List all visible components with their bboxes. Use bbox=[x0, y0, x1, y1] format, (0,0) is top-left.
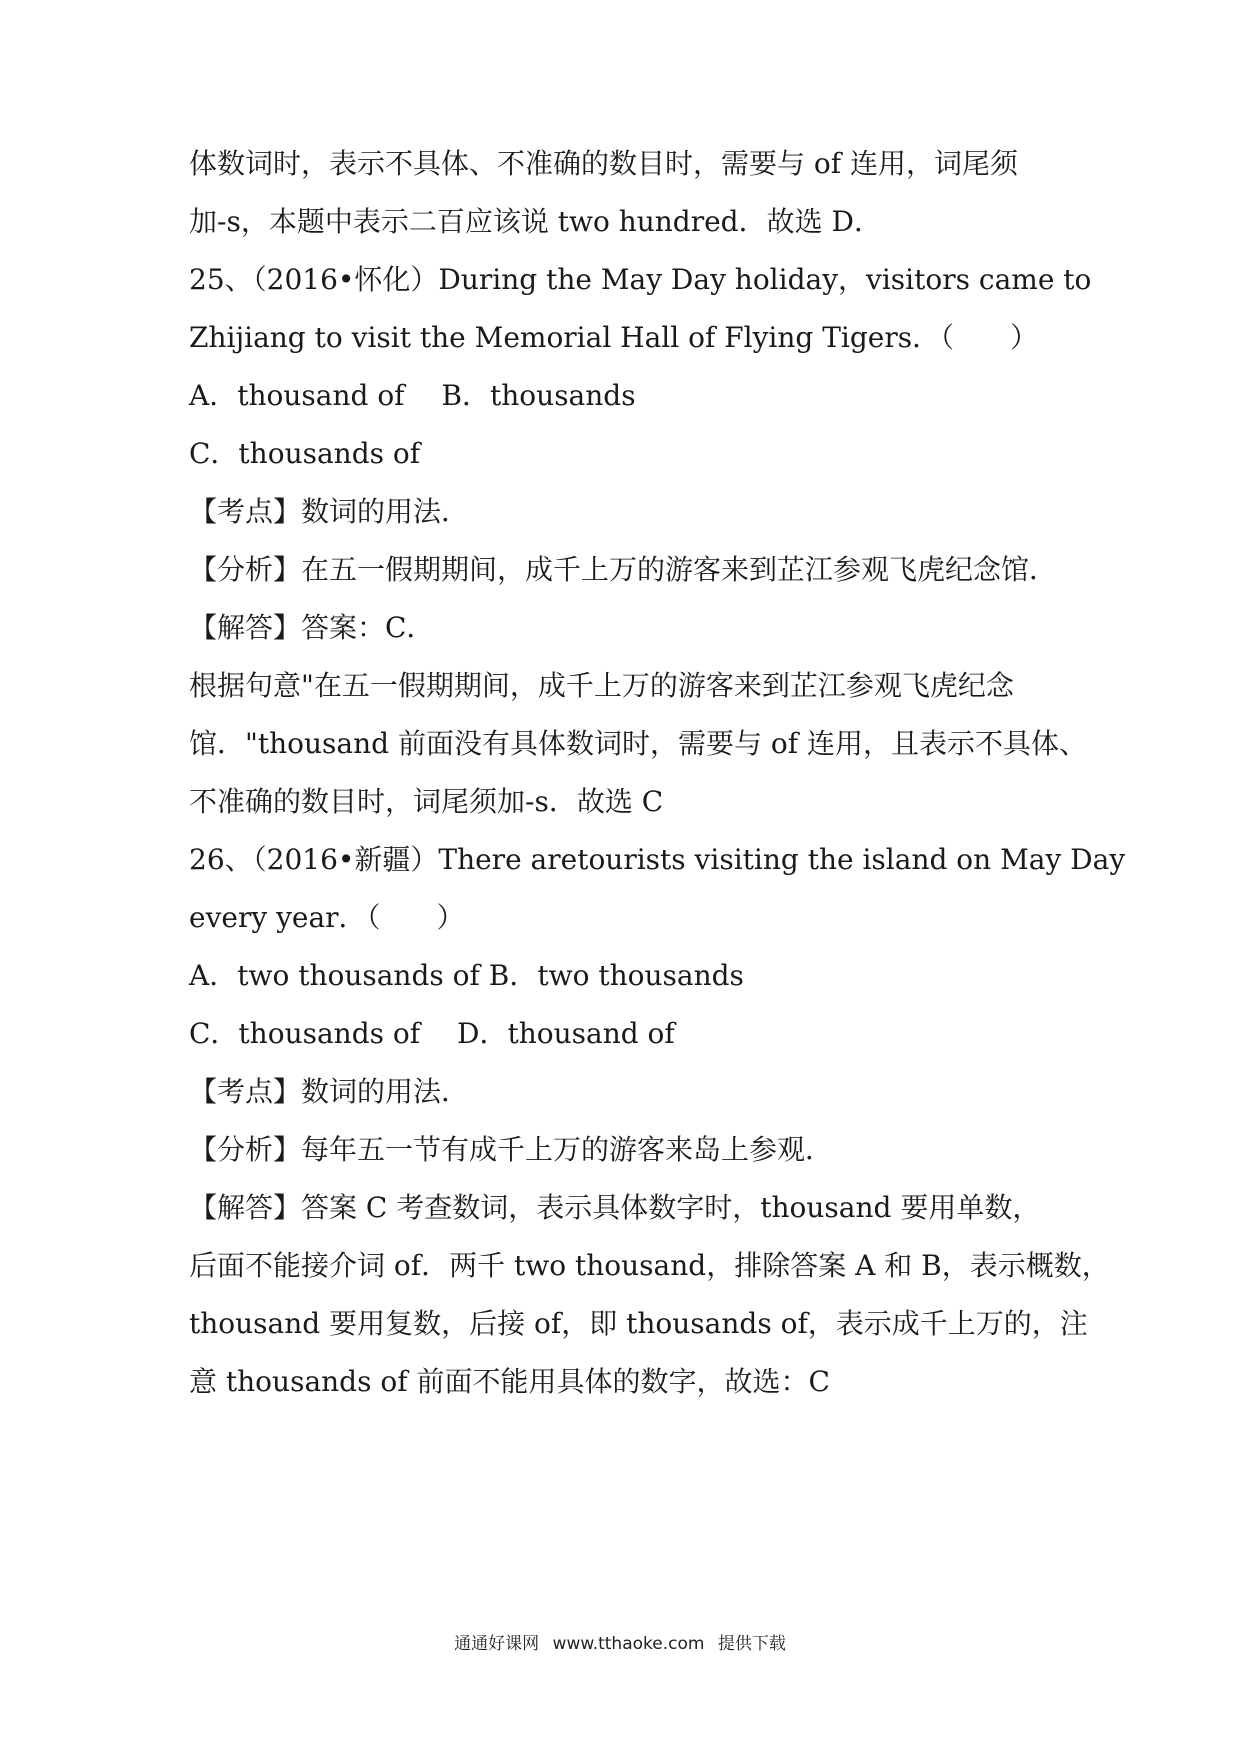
question-26-kaodian: 【考点】数词的用法． bbox=[189, 1075, 470, 1108]
question-25-jieda: 【解答】答案：C． bbox=[189, 611, 435, 644]
text-line: 体数词时，表示不具体、不准确的数目时，需要与 of 连用，词尾须 bbox=[189, 147, 1019, 180]
question-25-options-ab: A．thousand of B．thousands bbox=[189, 379, 636, 412]
question-26-stem-part2: tourists visiting the island on May Day bbox=[577, 843, 1126, 876]
question-25-explanation: 不准确的数目时，词尾须加-s．故选 C bbox=[189, 785, 664, 818]
question-26-stem-part1: 26、（2016•新疆）There are bbox=[189, 843, 578, 876]
question-26-explanation: 后面不能接介词 of．两千 two thousand，排除答案 A 和 B，表示概数， bbox=[189, 1249, 1110, 1282]
question-25-explanation: 馆．"thousand 前面没有具体数词时，需要与 of 连用，且表示不具体、 bbox=[189, 727, 1087, 760]
question-25-stem-line2: Zhijiang to visit the Memorial Hall of Flying Tigers．（ ） bbox=[189, 321, 1039, 354]
question-26-explanation: 意 thousands of 前面不能用具体的数字，故选：C bbox=[189, 1365, 830, 1398]
question-26-stem-line2: every year．（ ） bbox=[189, 901, 465, 934]
question-26-stem bbox=[189, 840, 1126, 880]
question-25-fenxi: 【分析】在五一假期期间，成千上万的游客来到芷江参观飞虎纪念馆． bbox=[189, 553, 1058, 586]
question-26-options-ab: A．two thousands of B．two thousands bbox=[189, 959, 744, 992]
footer-url[interactable]: www.tthaoke.com bbox=[552, 1634, 705, 1654]
text-line: 加-s，本题中表示二百应该说 two hundred．故选 D． bbox=[189, 205, 882, 238]
question-25-options-c: C．thousands of bbox=[189, 437, 421, 470]
question-25-stem-part1: 25、（2016•怀化）During the May Day holiday， bbox=[189, 263, 867, 296]
footer-brand: 通通好课网 bbox=[454, 1634, 540, 1654]
question-25-stem-part2: visitors came to bbox=[866, 263, 1092, 296]
question-25-stem bbox=[189, 260, 1092, 300]
question-25-explanation: 根据句意"在五一假期期间，成千上万的游客来到芷江参观飞虎纪念 bbox=[189, 669, 1014, 702]
question-26-jieda: 【解答】答案 C 考查数词，表示具体数字时，thousand 要用单数， bbox=[189, 1191, 1041, 1224]
question-26-explanation: thousand 要用复数，后接 of，即 thousands of，表示成千上万的，注 bbox=[189, 1307, 1088, 1340]
question-26-fenxi: 【分析】每年五一节有成千上万的游客来岛上参观． bbox=[189, 1133, 834, 1166]
question-26-options-cd: C．thousands of D．thousand of bbox=[189, 1017, 675, 1050]
question-25-kaodian: 【考点】数词的用法． bbox=[189, 495, 470, 528]
footer-note: 提供下载 bbox=[717, 1634, 786, 1654]
page-footer bbox=[0, 1632, 1240, 1656]
